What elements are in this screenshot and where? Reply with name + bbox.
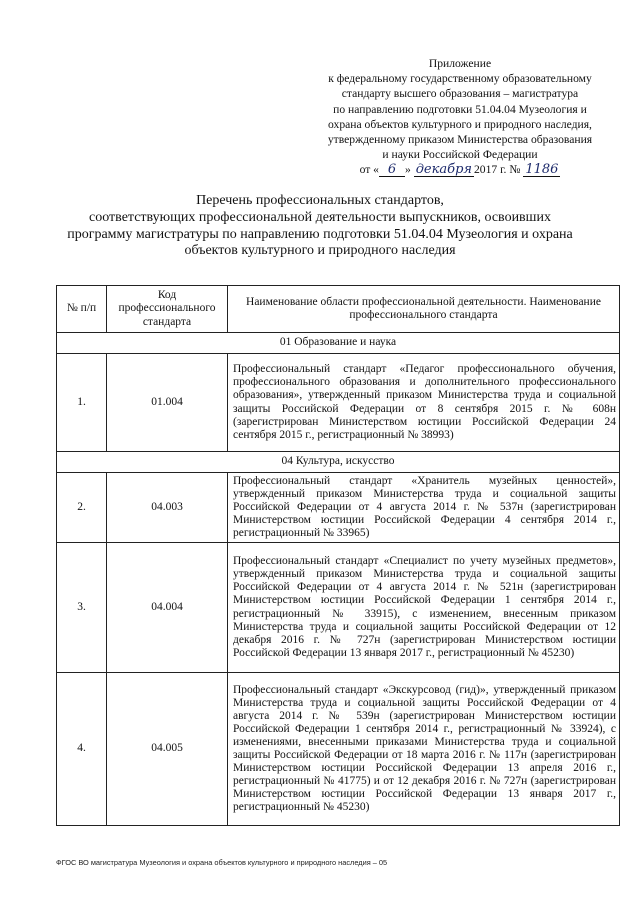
header-line: Приложение [428,57,492,70]
row-code: 04.003 [107,473,228,543]
table-row [57,543,620,673]
title-line: объектов культурного и природного наследия [184,243,456,259]
row-description: Профессиональный стандарт «Педагог профессионального обучения, профессионального образования и дополнительного профессионального образования», утвержденный приказом Министерства труда и социальной защиты Российской Федерации от 8 сентября 2015 г. № 608н (зарегистрирован Министерством юстиции Российской Федерации 24 сентября 2015 г., регистрационный № 38993) [228,354,620,452]
section-row [57,452,620,473]
row-number: 3. [57,543,107,673]
row-description: Профессиональный стандарт «Хранитель музейных ценностей», утвержденный приказом Министерства труда и социальной защиты Российской Федерации от 4 августа 2014 г. № 537н (зарегистрирован Министерством юстиции Российской Федерации 4 сентября 2014 г., регистрационный № 33965) [228,473,620,543]
appendix-header [300,56,620,178]
row-number: 2. [57,473,107,543]
col-header-num: № п/п [57,286,107,333]
header-line: и науки Российской Федерации [382,148,538,162]
table-header-row [57,286,620,333]
row-number: 4. [57,673,107,826]
row-code: 04.004 [107,543,228,673]
section-title: 01 Образование и наука [57,333,620,354]
header-line: утвержденному приказом Министерства образования [327,133,593,147]
date-prefix: от « [359,163,379,177]
table-row [57,673,620,826]
document-title [20,193,620,260]
title-line: Перечень профессиональных стандартов, [196,193,444,208]
title-line: программу магистратуры по направлению подготовки 51.04.04 Музеология и охрана [67,226,573,242]
header-line: к федеральному государственному образовательному [328,72,592,86]
row-number: 1. [57,354,107,452]
section-row [57,333,620,354]
row-description: Профессиональный стандарт «Специалист по учету музейных предметов», утвержденный приказом Министерства труда и социальной защиты Российской Федерации от 4 августа 2014 г. № 521н (зарегистрирован Министерством юстиции Российской Федерации 1 сентября 2014 г., регистрационный № 33915), с изменением, внесенным приказом Министерства труда и социальной защиты Российской Федерации от 12 декабря 2016 г. № 727н (зарегистрирован Министерством юстиции Российской Федерации 13 января 2017 г., регистрационный № 45230) [228,543,620,673]
handwritten-month: декабря [415,162,472,178]
table-row [57,473,620,543]
year-text: 2017 г. № [474,163,521,177]
standards-table [56,285,620,826]
row-code: 01.004 [107,354,228,452]
date-mid: » [404,163,411,177]
header-line: по направлению подготовки 51.04.04 Музеология и [333,102,587,116]
col-header-name: Наименование области профессиональной деятельности. Наименование профессионального стандарта [228,286,620,333]
title-line: соответствующих профессиональной деятельности выпускников, освоивших [89,209,551,225]
header-line: стандарту высшего образования – магистратура [341,87,579,101]
col-header-code: Код профессионального стандарта [107,286,228,333]
table-row [57,354,620,452]
handwritten-order-number: 1186 [525,162,559,178]
header-line: охрана объектов культурного и природного наследия, [328,117,592,131]
section-title: 04 Культура, искусство [57,452,620,473]
row-description: Профессиональный стандарт «Экскурсовод (гид)», утвержденный приказом Министерства труда и социальной защиты Российской Федерации от 4 августа 2014 г. № 539н (зарегистрирован Министерством юстиции Российской Федерации 1 сентября 2014 г., регистрационный № 33924), с изменениями, внесенными приказами Министерства труда и социальной защиты Российской Федерации от 18 марта 2016 г. № 117н (зарегистрирован Министерством юстиции Российской Федерации 13 апреля 2016 г., регистрационный № 41775) и от 12 декабря 2016 г. № 727н (зарегистрирован Министерством юстиции Российской Федерации 13 января 2017 г., регистрационный № 45230) [228,673,620,826]
handwritten-day: 6 [379,163,405,177]
order-date-line [300,162,620,177]
row-code: 04.005 [107,673,228,826]
page-footer: ФГОС ВО магистратура Музеология и охрана объектов культурного и природного наследия – 05 [56,858,388,867]
